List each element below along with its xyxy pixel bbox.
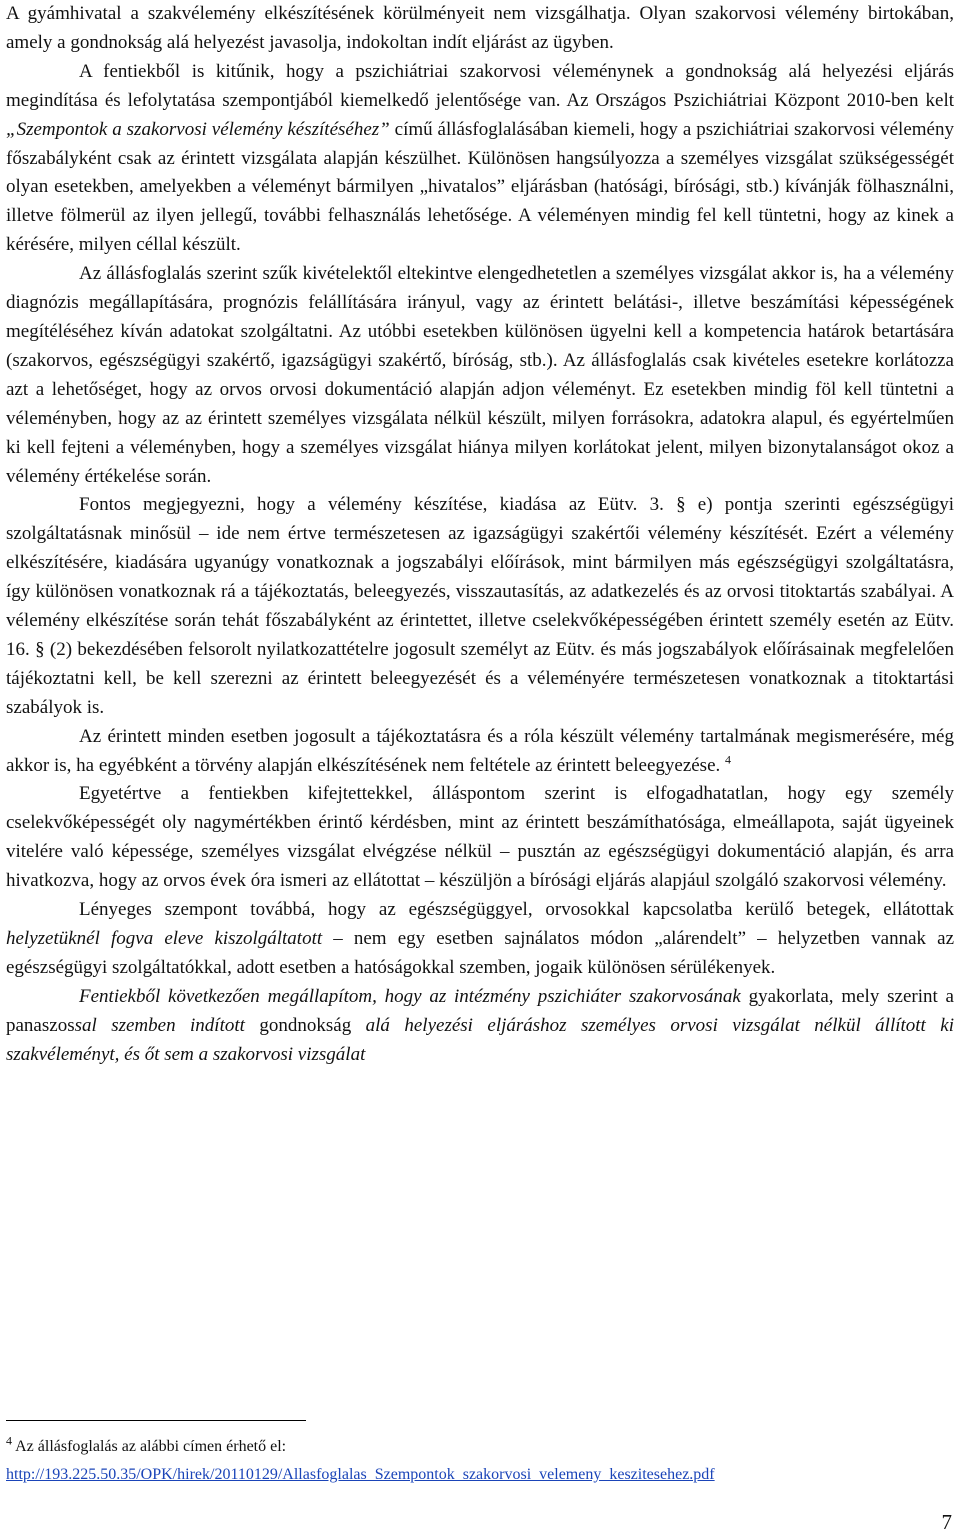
italic-text: Fentiekből következően megállapítom, hogy az intézmény pszichiáter szakorvosának: [79, 985, 741, 1007]
text-run: A gyámhivatal a szakvélemény elkészítésének körülményeit nem vizsgálhatja. Olyan szakorvosi vélemény birtokában, amely a gondnokság alá helyezést javasolja, indokoltan indít eljárást az ügyben.: [6, 3, 954, 53]
text-run: Fontos megjegyezni, hogy a vélemény készítése, kiadása az Eütv. 3. § e) pontja szerinti egészségügyi szolgáltatásnak minősül – ide nem értve természetesen az igazságügyi szakértői vélemény készítését. Ezért a vélemény elkészítésére, kiadására ugyanúgy vonatkoznak a jogszabályi előírások, mint bármilyen más egészségügyi szolgáltatásra, így különösen vonatkoznak rá a tájékoztatás, beleegyezés, visszautasítás, az adatkezelés és az orvosi titoktartás szabályai. A vélemény elkészítése során tehát főszabályként az érintettet, illetve cselekvőképességében érintett személy esetén az Eütv. 16. § (2) bekezdésében felsorolt nyilatkozattételre jogosult személyt az Eütv. és más jogszabályok előírásainak megfelelően tájékoztatni kell, be kell szerezni az érintett beleegyezését és a véleményére természetesen vonatkoznak a titoktartási szabályok is.: [6, 494, 954, 718]
paragraph: [6, 723, 954, 781]
italic-text: helyzetüknél fogva eleve kiszolgáltatott: [6, 928, 323, 949]
italic-text: alá helyezési eljáráshoz személyes orvosi vizsgálat nélkül állított ki szakvéleményt, és őt sem a szakorvosi vizsgálat: [6, 1014, 954, 1065]
paragraph: [6, 58, 954, 260]
paragraph: [6, 0, 954, 58]
footnote-reference: 4: [725, 752, 732, 767]
text-run: A fentiekből is kitűnik, hogy a pszichiátriai szakorvosi véleménynek a gondnokság alá helyezési eljárás megindítása és lefolytatása szempontjából kiemelkedő jelentősége van. Az Országos Pszichiátriai Központ 2010-ben kelt: [6, 60, 954, 111]
text-run: gyakorlata, mely szerint a panaszos: [6, 985, 954, 1036]
paragraph: [6, 260, 954, 491]
text-run: Az állásfoglalás szerint szűk kivételektől eltekintve elengedhetetlen a személyes vizsgálat akkor is, ha a vélemény diagnózis megállapítására, prognózis felállítására irányul, vagy az érintett belátási-, illetve beszámítási képességének megítéléséhez kíván adatokat szolgáltatni. Az utóbbi esetekben különösen ügyelni kell a kompetencia határok betartására (szakorvos, egészségügyi szakértő, igazságügyi szakértő, bíróság, stb.). Az állásfoglalás csak kivételes esetekre korlátozza azt a lehetőséget, hogy az orvos orvosi dokumentáció alapján adjon véleményt. Ez esetekben mindig föl kell tüntetni a véleményben, hogy az az érintett személyes vizsgálata nélkül készült, milyen forrásokra, adatokra alapul, és egyértelműen ki kell fejteni a véleményben, hogy a személyes vizsgálat hiánya milyen korlátokat jelent, milyen bizonytalanságot okoz a vélemény értékelése során.: [6, 263, 954, 487]
text-run: Egyetértve a fentiekben kifejtettekkel, álláspontom szerint is elfogadhatatlan, hogy egy személy cselekvőképességét oly nagymértékben érintő kérdésben, mint az érintett beszámíthatósága, elmeállapota, saját ügyeinek vitelére való képessége, személyes vizsgálat elvégzése nélkül – pusztán az egészségügyi dokumentáció alapján, és arra hivatkozva, hogy az orvos évek óra ismeri az ellátottat – készüljön a bírósági eljárás alapjául szolgáló szakorvosi vélemény.: [6, 783, 954, 892]
italic-text: sal szemben indított: [74, 1014, 245, 1036]
page-number: 7: [941, 1510, 952, 1534]
paragraph: [6, 780, 954, 896]
footnote-marker: 4: [6, 1433, 12, 1448]
paragraph: [6, 896, 954, 983]
text-run: gondnokság: [244, 1014, 366, 1036]
italic-text: „Szempontok a szakorvosi vélemény készítéséhez”: [6, 118, 390, 140]
footnote: [6, 1433, 954, 1489]
document-body: [6, 0, 954, 1070]
text-run: Az érintett minden esetben jogosult a tájékoztatásra és a róla készült vélemény tartalmának megismerésére, még akkor is, ha egyébként a törvény alapján elkészítésének nem feltétele az érintett beleegyezése.: [6, 725, 954, 776]
text-run: című állásfoglalásában kiemeli, hogy a pszichiátriai szakorvosi vélemény főszabályként csak az érintett vizsgálata alapján készülhet. Különösen hangsúlyozza a személyes vizsgálat szükségességét olyan esetekben, amelyekben a véleményt bármilyen „hivatalos” eljárásban (hatósági, bírósági, stb.) kívánják fölhasználni, illetve fölmerül az ilyen jellegű, további felhasználás lehetősége. A véleményen mindig fel kell tüntetni, hogy az kinek a kérésére, milyen céllal készült.: [6, 118, 954, 256]
footnote-separator: [6, 1420, 306, 1421]
footnote-text: [6, 1433, 954, 1461]
text-run: – nem egy esetben sajnálatos módon „alárendelt” – helyzetben vannak az egészségügyi szolgáltatókkal, adott esetben a hatóságokkal szemben, jogaik különösen sérülékenyek.: [6, 928, 954, 978]
footnote-link[interactable]: http://193.225.50.35/OPK/hirek/20110129/Allasfoglalas_Szempontok_szakorvosi_velemeny_keszitesehez.pdf: [6, 1466, 715, 1483]
paragraph: [6, 983, 954, 1070]
paragraph: [6, 491, 954, 722]
footnote-description: Az állásfoglalás az alábbi címen érhető el:: [12, 1438, 287, 1455]
text-run: Lényeges szempont továbbá, hogy az egészségüggyel, orvosokkal kapcsolatba kerülő betegek, ellátottak: [79, 899, 954, 921]
